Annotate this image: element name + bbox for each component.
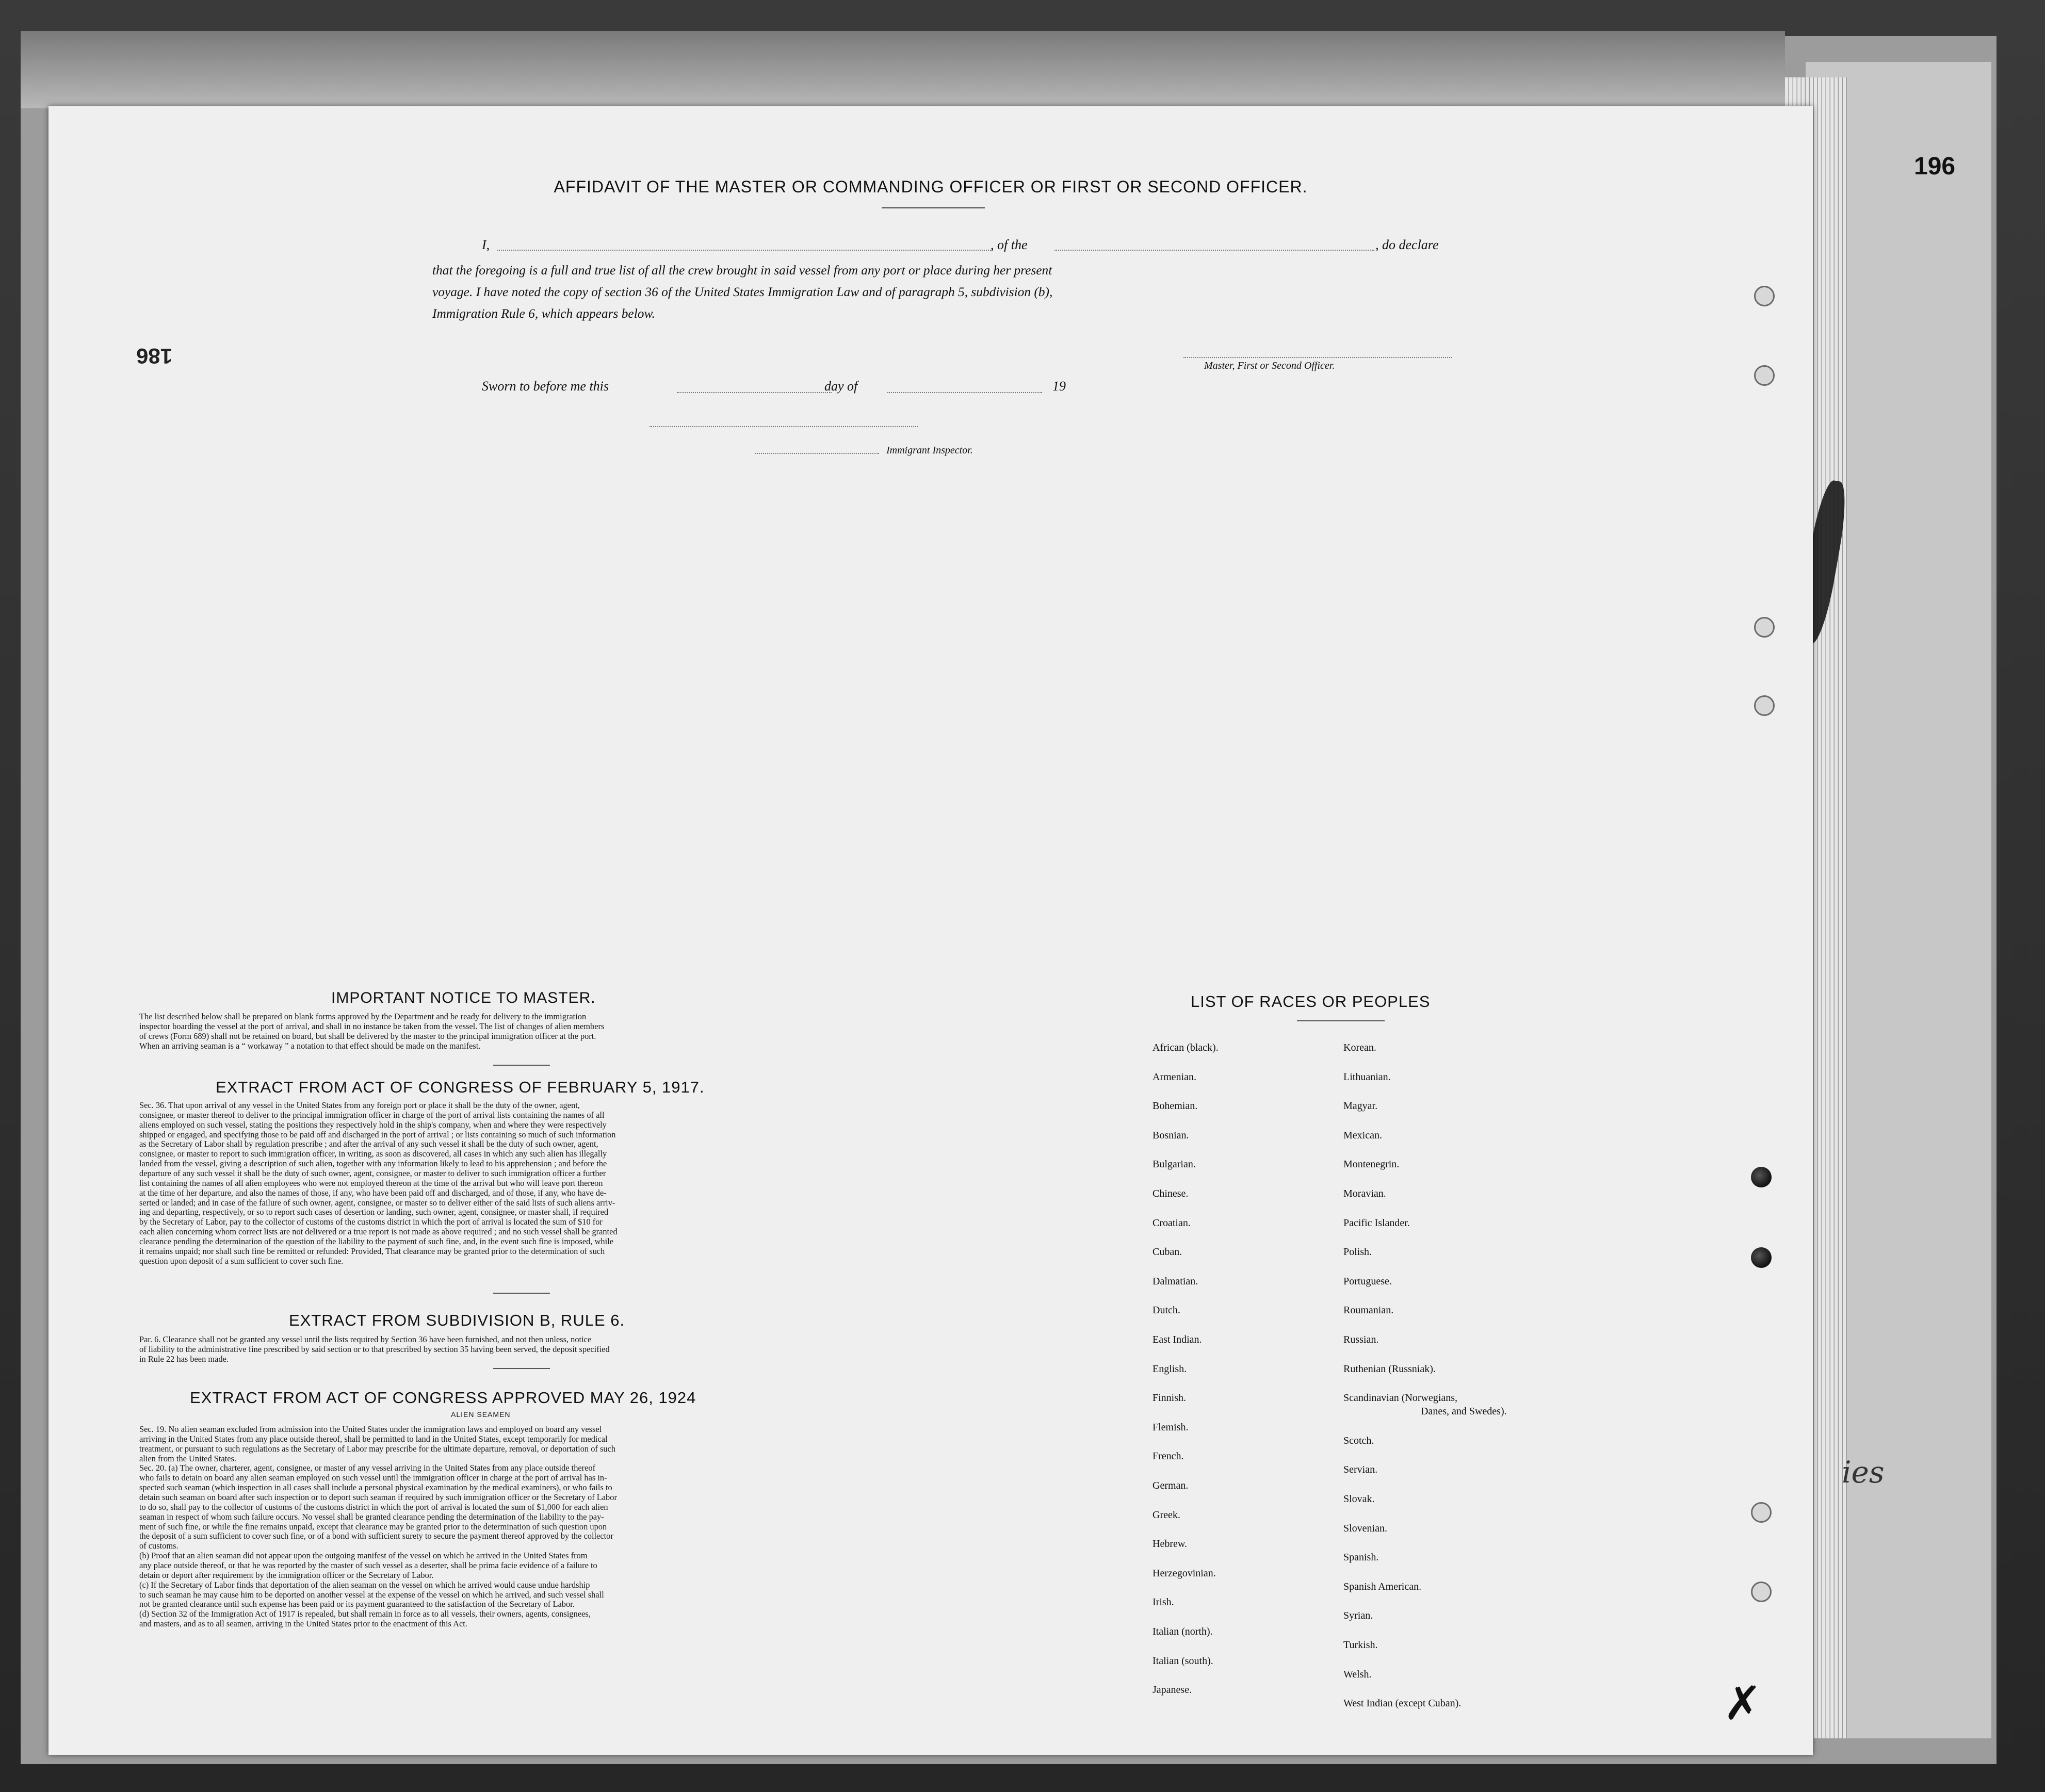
binder-hole (1754, 617, 1775, 638)
notice-title: IMPORTANT NOTICE TO MASTER. (331, 989, 596, 1006)
page-stamp-number: 196 (1914, 153, 1956, 180)
race-item: Italian (south). (1153, 1655, 1213, 1667)
affidavit-name-line (497, 250, 993, 251)
race-item: Cuban. (1153, 1246, 1182, 1258)
extract-1917-line: clearance pending the determination of the question of the liability to the payment of such fine, and, in the event such fine is imposed, while (139, 1236, 613, 1247)
extract-1917-line: Sec. 36. That upon arrival of any vessel in the United States from any foreign port or place it shall be the duty of the owner, agent, (139, 1100, 580, 1110)
extract-1917-body (139, 1101, 923, 1266)
binder-hole (1754, 286, 1775, 306)
race-item: Korean. (1343, 1042, 1376, 1053)
race-item: Lithuanian. (1343, 1071, 1391, 1083)
affidavit-statement-line-3: Immigration Rule 6, which appears below. (432, 306, 655, 321)
race-item: Portuguese. (1343, 1275, 1392, 1287)
extract-rule6-title: EXTRACT FROM SUBDIVISION B, RULE 6. (289, 1311, 625, 1329)
extract-1924-line: seaman in respect of whom such failure occurs. No vessel shall be granted clearance pending the determination of the liability to the pay- (139, 1511, 604, 1522)
extract-1924-line: (d) Section 32 of the Immigration Act of 1917 is repealed, but shall remain in force as to all vessels, their owners, agents, consignees, (139, 1609, 591, 1619)
extract-1917-line: aliens employed on such vessel, stating the positions they respectively hold in the ship's company, when and where they were respectively (139, 1119, 607, 1130)
sworn-day-line (677, 392, 832, 393)
extract-1917-line: consignee, or master thereof to deliver to the principal immigration officer in charge of the port of arrival lists containing the names of all (139, 1110, 605, 1120)
affidavit-vessel-line (1054, 250, 1374, 251)
race-item: Welsh. (1343, 1668, 1372, 1680)
notice-line: inspector boarding the vessel at the port of arrival, and shall in no instance be taken from the vessel. The list of changes of alien members (139, 1021, 605, 1031)
race-item: Spanish. (1343, 1552, 1379, 1563)
race-item: Bohemian. (1153, 1100, 1198, 1112)
extract-1924-line: to do so, shall pay to the collector of customs of the customs district in which the port of arrival is located the sum of $1,000 for each alien (139, 1502, 608, 1512)
race-item: German. (1153, 1480, 1189, 1491)
extract-1924-line: (b) Proof that an alien seaman did not appear upon the outgoing manifest of the vessel on which he arrived in the United States from (139, 1551, 588, 1561)
extract-1917-title: EXTRACT FROM ACT OF CONGRESS OF FEBRUARY 5, 1917. (216, 1078, 705, 1096)
race-item: French. (1153, 1451, 1184, 1462)
extract-1924-line: alien from the United States. (139, 1453, 236, 1463)
race-item: Bulgarian. (1153, 1159, 1196, 1170)
notice-line: of crews (Form 689) shall not be retained on board, but shall be delivered by the master to the principal immigration officer at the port. (139, 1031, 596, 1041)
affidavit-statement-line-2: voyage. I have noted the copy of section 36 of the United States Immigration Law and of paragraph 5, subdivision (b), (432, 285, 1053, 299)
extract-1917-line: list containing the names of all alien employees who were not employed thereon at the time of the arrival but who will leave port thereon (139, 1178, 603, 1188)
extract-1917-line: departure of any such vessel it shall be the duty of such owner, agent, consignee, or master to deliver to such immigration officer a further (139, 1168, 606, 1179)
race-item: Irish. (1153, 1596, 1174, 1608)
race-item: Turkish. (1343, 1639, 1378, 1651)
sworn-month-line (887, 392, 1042, 393)
race-item: Italian (north). (1153, 1626, 1213, 1637)
extract-rule6-body (139, 1335, 923, 1364)
day-of-label: day of (824, 379, 858, 394)
race-item: Pacific Islander. (1343, 1217, 1410, 1229)
race-item: Armenian. (1153, 1071, 1196, 1083)
affidavit-declare-label: , do declare (1375, 237, 1439, 252)
extract-1924-line: who fails to detain on board any alien seaman employed on such vessel until the immigration officer in charge at the port of arrival has in- (139, 1473, 607, 1483)
notice-rule (493, 1065, 550, 1066)
notice-line: The list described below shall be prepared on blank forms approved by the Department and be ready for delivery to the immigration (139, 1012, 587, 1021)
race-item: Chinese. (1153, 1188, 1189, 1199)
race-item: Polish. (1343, 1246, 1372, 1258)
affidavit-title: AFFIDAVIT OF THE MASTER OR COMMANDING OFFICER OR FIRST OR SECOND OFFICER. (554, 177, 1308, 196)
extract-1917-line: consignee, or master to report to such immigration officer, in writing, as soon as discovered, all cases in which any such alien has illegally (139, 1149, 607, 1159)
extract-1924-body (139, 1425, 923, 1629)
affidavit-title-rule (882, 207, 985, 208)
handwritten-check-mark: ✗ (1723, 1676, 1762, 1731)
extract-1917-line: serted or landed; and in case of the failure of such owner, agent, consignee, or master so to deliver either of the said lists of such aliens arriv- (139, 1197, 615, 1208)
extract-1924-line: of customs. (139, 1541, 178, 1551)
notice-body (139, 1012, 923, 1051)
inspector-line-1 (650, 426, 918, 427)
extract-1924-line: the deposit of a sum sufficient to cover such fine, or of a bond with sufficient surety to secure the payment thereof approved by the collector (139, 1531, 613, 1541)
races-title-rule (1297, 1020, 1385, 1021)
extract-rule6-line: in Rule 22 has been made. (139, 1354, 229, 1364)
race-item: Danes, and Swedes). (1421, 1406, 1507, 1418)
extract-1924-line: spected such seaman (which inspection in all cases shall include a personal physical examination by the medical examiners), or who fails to (139, 1483, 612, 1493)
affidavit-i-label: I, (482, 237, 490, 252)
extract-rule6-line: Par. 6. Clearance shall not be granted any vessel until the lists required by Section 36 have been furnished, and not then unless, notice (139, 1334, 592, 1344)
race-item: Flemish. (1153, 1421, 1189, 1433)
race-item: Herzegovinian. (1153, 1567, 1216, 1579)
extract-1924-line: (c) If the Secretary of Labor finds that deportation of the alien seaman on the vessel on which he arrived would cause undue hardship (139, 1579, 590, 1590)
extract-1917-line: it remains unpaid; nor shall such fine be remitted or refunded: Provided, That clearance may be granted prior to the determination of such (139, 1246, 605, 1256)
race-item: Russian. (1343, 1334, 1379, 1345)
binder-hole (1751, 1502, 1772, 1523)
race-item: East Indian. (1153, 1334, 1202, 1345)
binder-hole (1751, 1167, 1772, 1187)
race-item: English. (1153, 1363, 1187, 1375)
extract-1917-line: shipped or engaged, and specifying those to be paid off and discharged in the port of arrival ; or lists containing so much of such information (139, 1129, 616, 1139)
year-label: 19 (1052, 379, 1066, 394)
race-item: Finnish. (1153, 1392, 1187, 1404)
extract-1924-line: not be granted clearance until such expense has been paid or its payment guaranteed to the satisfaction of the Secretary of Labor. (139, 1599, 575, 1609)
extract-1917-rule (493, 1293, 550, 1294)
race-item: Roumanian. (1343, 1305, 1394, 1316)
race-item: Scotch. (1343, 1435, 1374, 1446)
race-item: Hebrew. (1153, 1538, 1188, 1550)
race-item: Dalmatian. (1153, 1275, 1198, 1287)
extract-1924-line: detain such seaman on board after such inspection or to deport such seaman if required by such immigration officer or the Secretary of Labor (139, 1492, 617, 1503)
race-item: Magyar. (1343, 1100, 1378, 1112)
race-item: Scandinavian (Norwegians, (1343, 1392, 1458, 1404)
side-page-number: 186 (136, 344, 173, 368)
extract-1917-line: question upon deposit of a sum sufficient to cover such fine. (139, 1256, 344, 1266)
extract-1917-line: ing and departing, respectively, or so to report such cases of desertion or landing, such owner, agent, consignee, or master shall, if required (139, 1207, 609, 1217)
binder-hole (1754, 695, 1775, 716)
race-item: Croatian. (1153, 1217, 1191, 1229)
binder-hole (1754, 365, 1775, 386)
race-item: Mexican. (1343, 1129, 1382, 1141)
extract-1924-line: arriving in the United States from any place outside thereof, shall be permitted to land in the United States, except temporarily for medical (139, 1433, 608, 1444)
officer-signature-line (1183, 357, 1452, 358)
extract-1917-line: landed from the vessel, giving a description of such alien, together with any information likely to lead to his apprehension ; and before the (139, 1159, 607, 1169)
race-item: Moravian. (1343, 1188, 1386, 1199)
handwritten-scribble: ies (1842, 1455, 1885, 1490)
extract-rule6-rule (493, 1368, 550, 1369)
races-title: LIST OF RACES OR PEOPLES (1191, 992, 1431, 1011)
notice-line: When an arriving seaman is a “ workaway ” a notation to that effect should be made on the manifest. (139, 1040, 481, 1051)
extract-1924-line: to such seaman he may cause him to be deported on another vessel at the expense of the vessel on which he arrived, and such vessel shall (139, 1589, 604, 1600)
race-item: Japanese. (1153, 1684, 1192, 1696)
race-item: Spanish American. (1343, 1581, 1422, 1592)
race-item: West Indian (except Cuban). (1343, 1698, 1462, 1709)
affidavit-statement-line-1: that the foregoing is a full and true list of all the crew brought in said vessel from any port or place during her present (432, 263, 1052, 278)
extract-1924-line: Sec. 20. (a) The owner, charterer, agent, consignee, or master of any vessel arriving in the United States from any place outside thereof (139, 1463, 596, 1473)
extract-1924-line: Sec. 19. No alien seaman excluded from admission into the United States under the immigration laws and employed on board any vessel (139, 1424, 602, 1434)
inspector-caption: Immigrant Inspector. (886, 445, 973, 456)
extract-1917-line: each alien concerning whom correct lists are not delivered or a true report is not made as above required ; and no such vessel shall be granted (139, 1227, 618, 1237)
race-item: African (black). (1153, 1042, 1219, 1053)
sworn-label: Sworn to before me this (482, 379, 609, 394)
race-item: Montenegrin. (1343, 1159, 1400, 1170)
extract-1917-line: by the Secretary of Labor, pay to the collector of customs of the customs district in which the port of arrival is located the sum of $10 for (139, 1217, 603, 1227)
extract-rule6-line: of liability to the administrative fine prescribed by said section or to that prescribed by section 35 having been served, the deposit specified (139, 1344, 610, 1354)
underlying-page-top-edge (21, 31, 1785, 108)
extract-1924-subtitle: ALIEN SEAMEN (451, 1410, 511, 1419)
manifest-page (48, 106, 1813, 1755)
binder-hole (1751, 1582, 1772, 1602)
officer-caption: Master, First or Second Officer. (1204, 360, 1335, 371)
race-item: Slovak. (1343, 1493, 1375, 1505)
extract-1924-line: ment of such fine, or while the fine remains unpaid, except that clearance may be granted prior to the determination of such question upon (139, 1521, 607, 1532)
extract-1917-line: as the Secretary of Labor shall by regulation prescribe ; and after the arrival of any such vessel it shall be the duty of such owner, agent, (139, 1139, 598, 1149)
inspector-line-2 (755, 453, 879, 454)
binder-hole (1751, 1247, 1772, 1268)
race-item: Slovenian. (1343, 1522, 1387, 1534)
extract-1924-line: treatment, or pursuant to such regulations as the Secretary of Labor may prescribe for the ultimate departure, removal, or deportation of such (139, 1443, 616, 1454)
extract-1924-line: detain or deport after requirement by the immigration officer or the Secretary of Labor. (139, 1570, 434, 1580)
race-item: Syrian. (1343, 1610, 1373, 1622)
affidavit-of-the-label: , of the (991, 237, 1028, 252)
race-item: Greek. (1153, 1509, 1180, 1521)
extract-1924-title: EXTRACT FROM ACT OF CONGRESS APPROVED MAY 26, 1924 (190, 1389, 696, 1407)
extract-1924-line: any place outside thereof, or that he was reported by the master of such vessel as a deserter, shall be prima facie evidence of a failure to (139, 1560, 597, 1571)
race-item: Ruthenian (Russniak). (1343, 1363, 1436, 1375)
extract-1924-line: and masters, and as to all seamen, arriving in the United States prior to the enactment of this Act. (139, 1619, 467, 1629)
race-item: Servian. (1343, 1464, 1378, 1476)
extract-1917-line: at the time of her departure, and also the names of those, if any, who have been paid off and discharged, and of those, if any, who have de- (139, 1187, 607, 1198)
race-item: Dutch. (1153, 1305, 1180, 1316)
race-item: Bosnian. (1153, 1129, 1189, 1141)
